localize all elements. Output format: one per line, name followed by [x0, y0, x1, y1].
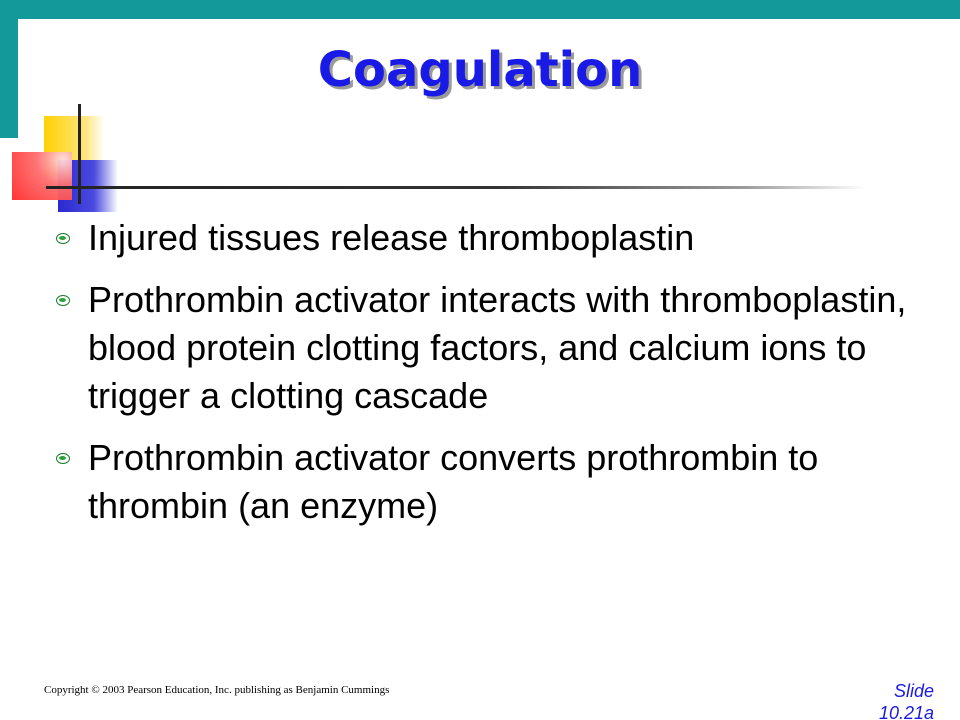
bullet-text: Prothrombin activator interacts with thromboplastin, blood protein clotting factors, and calcium ions to trigger a clotting cascade — [88, 279, 907, 416]
vertical-rule — [78, 104, 81, 204]
title-underline — [46, 186, 866, 189]
bullet-icon — [56, 233, 70, 244]
slide-title: Coagulation — [317, 42, 643, 98]
bullet-item — [52, 434, 922, 530]
slide-label: Slide — [893, 681, 934, 701]
bullet-icon — [56, 453, 70, 464]
bullet-text: Prothrombin activator converts prothrombin to thrombin (an enzyme) — [88, 437, 819, 526]
frame-divider — [18, 19, 960, 22]
slide-number-value: 10.21a — [878, 703, 934, 720]
bullet-item — [52, 276, 922, 420]
slide-number — [834, 680, 934, 720]
decorative-squares — [0, 0, 140, 230]
bullet-list — [52, 214, 922, 544]
bullet-icon — [56, 295, 70, 306]
copyright-notice: Copyright © 2003 Pearson Education, Inc. publishing as Benjamin Cummings — [44, 684, 390, 696]
bullet-item — [52, 214, 922, 262]
red-square — [12, 152, 72, 200]
frame-top-bar — [0, 0, 960, 19]
bullet-text: Injured tissues release thromboplastin — [88, 217, 695, 258]
